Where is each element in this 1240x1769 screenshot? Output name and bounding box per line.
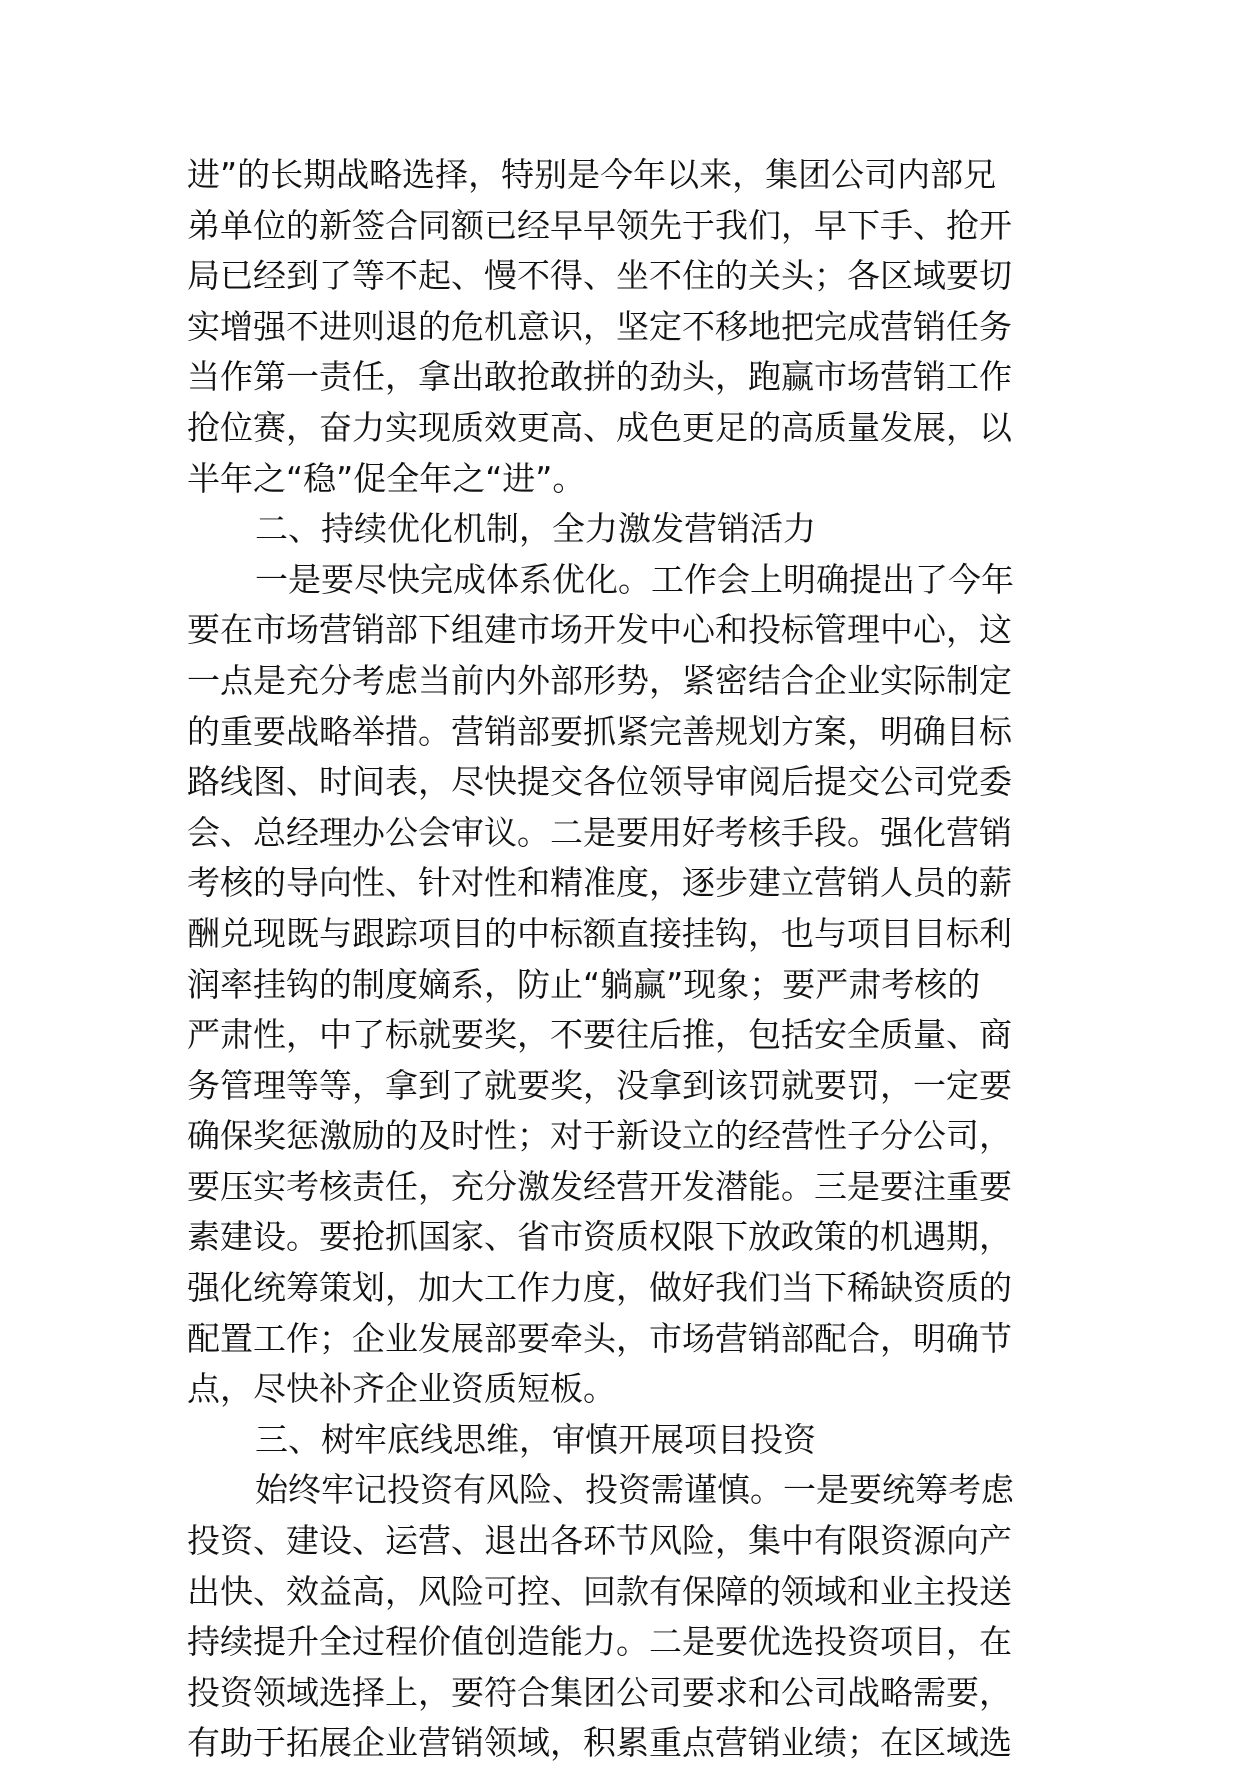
- text-line: 考核的导向性、针对性和精准度，逐步建立营销人员的薪: [187, 863, 1012, 903]
- text-line: 路线图、时间表，尽快提交各位领导审阅后提交公司党委: [187, 762, 1012, 802]
- text-line: 进”的长期战略选择，特别是今年以来，集团公司内部兄: [187, 155, 997, 194]
- text-line: 实增强不进则退的危机意识，坚定不移地把完成营销任务: [187, 306, 1012, 346]
- text-line: 素建设。要抢抓国家、省市资质权限下放政策的机遇期，: [187, 1217, 1012, 1257]
- text-line: 有助于拓展企业营销领域，积累重点营销业绩；在区域选: [187, 1723, 1012, 1763]
- text-line: 的重要战略举措。营销部要抓紧完善规划方案，明确目标: [187, 711, 1012, 751]
- text-line: 二、持续优化机制，全力激发营销活力: [255, 509, 816, 549]
- text-line: 半年之“稳”促全年之“进”。: [187, 458, 586, 498]
- text-line: 务管理等等，拿到了就要奖，没拿到该罚就要罚，一定要: [187, 1065, 1012, 1105]
- text-line: 会、总经理办公会审议。二是要用好考核手段。强化营销: [187, 812, 1012, 852]
- text-line: 始终牢记投资有风险、投资需谨慎。一是要统筹考虑: [255, 1470, 1014, 1510]
- text-line: 润率挂钩的制度嫡系，防止“躺赢”现象；要严肃考核的: [187, 964, 981, 1004]
- text-line: 一是要尽快完成体系优化。工作会上明确提出了今年: [255, 559, 1014, 599]
- text-line: 要在市场营销部下组建市场开发中心和投标管理中心，这: [187, 610, 1012, 650]
- text-line: 点，尽快补齐企业资质短板。: [187, 1369, 616, 1409]
- text-line: 出快、效益高，风险可控、回款有保障的领域和业主投送: [187, 1571, 1012, 1611]
- text-line: 投资领域选择上，要符合集团公司要求和公司战略需要，: [187, 1672, 1012, 1712]
- text-line: 严肃性，中了标就要奖，不要往后推，包括安全质量、商: [187, 1015, 1012, 1055]
- text-line: 抢位赛，奋力实现质效更高、成色更足的高质量发展，以: [187, 407, 1012, 447]
- text-line: 投资、建设、运营、退出各环节风险，集中有限资源向产: [187, 1521, 1012, 1561]
- text-line: 强化统筹策划，加大工作力度，做好我们当下稀缺资质的: [187, 1268, 1012, 1308]
- document-body: [187, 150, 1067, 1769]
- text-line: 局已经到了等不起、慢不得、坐不住的关头；各区域要切: [187, 256, 1012, 296]
- text-line: 确保奖惩激励的及时性；对于新设立的经营性子分公司，: [187, 1116, 1012, 1156]
- text-line: 三、树牢底线思维，审慎开展项目投资: [255, 1419, 816, 1459]
- text-line: 弟单位的新签合同额已经早早领先于我们，早下手、抢开: [187, 205, 1012, 245]
- text-line: 酬兑现既与跟踪项目的中标额直接挂钩，也与项目目标利: [187, 913, 1012, 953]
- text-line: 持续提升全过程价值创造能力。二是要优选投资项目，在: [187, 1622, 1012, 1662]
- text-line: 要压实考核责任，充分激发经营开发潜能。三是要注重要: [187, 1166, 1012, 1206]
- text-line: 配置工作；企业发展部要牵头，市场营销部配合，明确节: [187, 1318, 1012, 1358]
- text-line: 一点是充分考虑当前内外部形势，紧密结合企业实际制定: [187, 660, 1012, 700]
- text-line: 当作第一责任，拿出敢抢敢拼的劲头，跑赢市场营销工作: [187, 357, 1012, 397]
